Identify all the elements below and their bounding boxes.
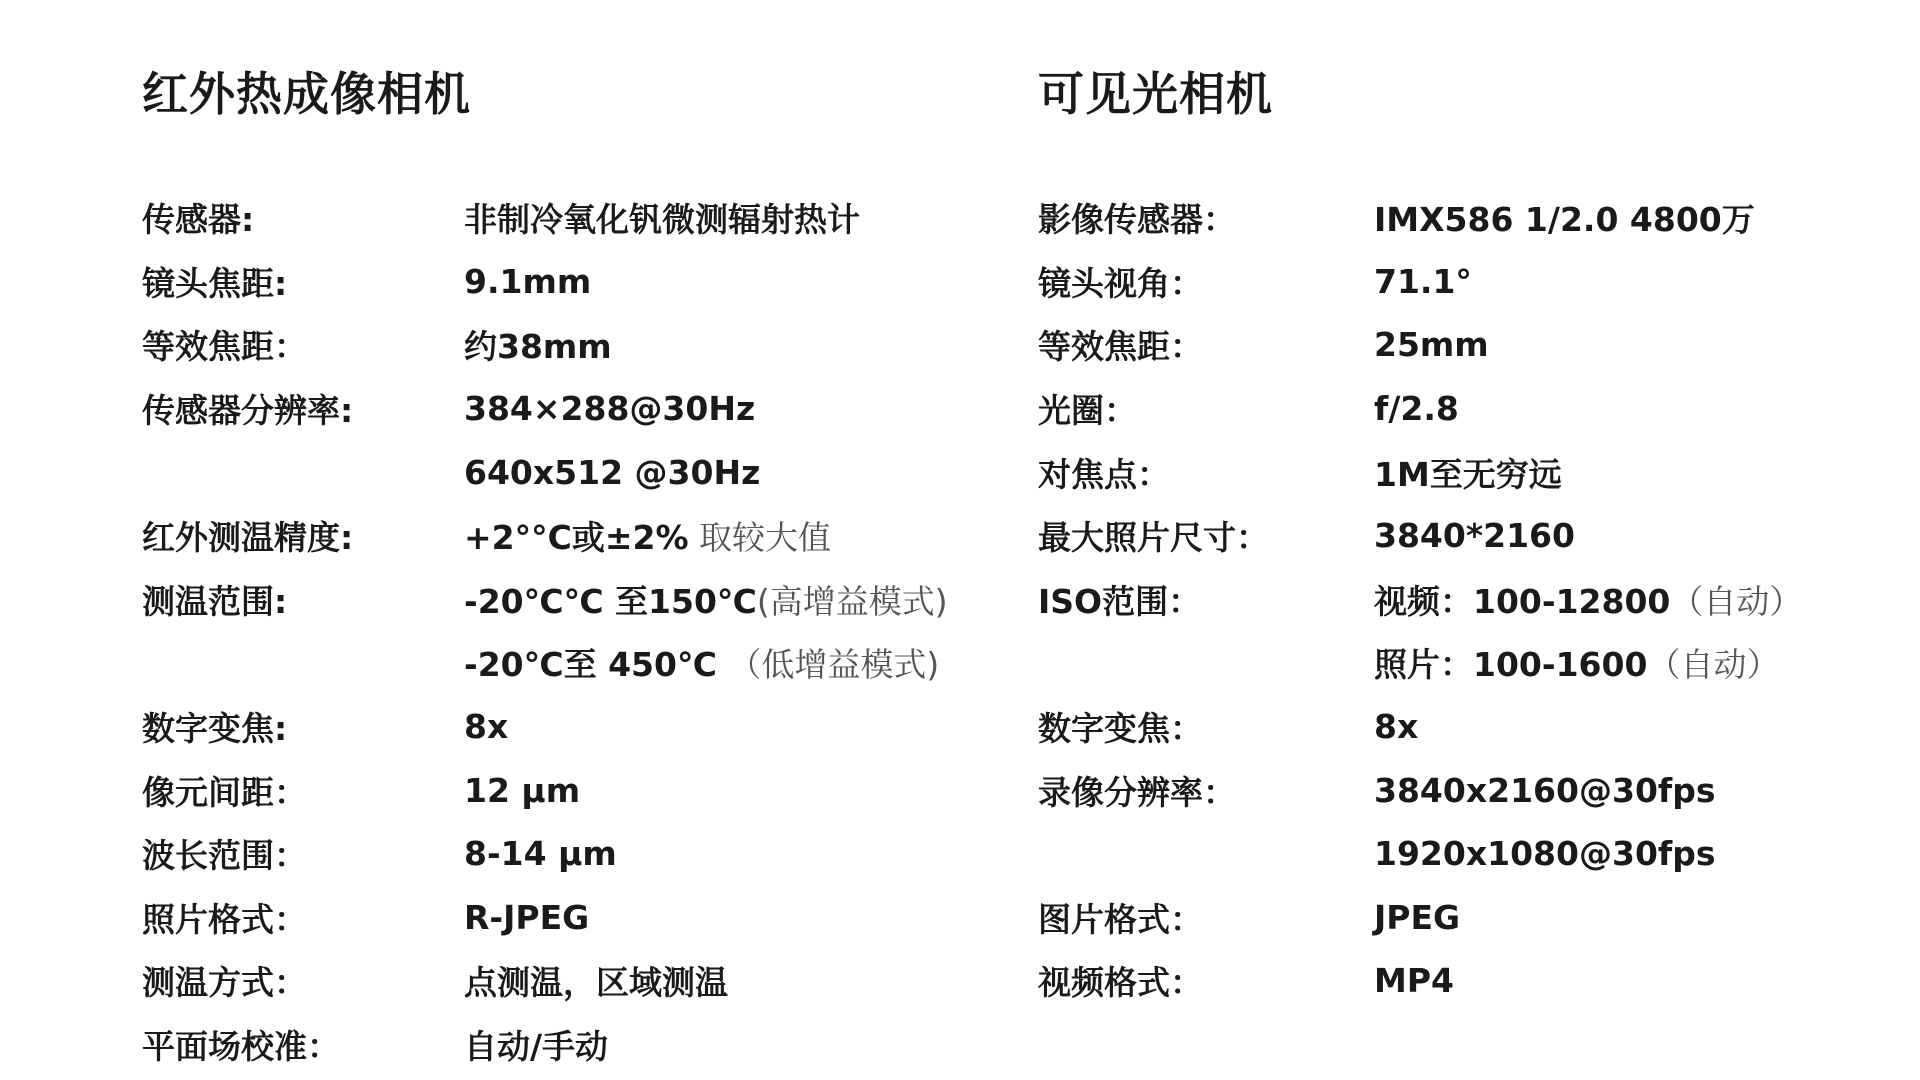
spec-value-text: 8-14 μm [464,834,617,874]
spec-row-video-resolution [1038,758,1858,822]
spec-label: 波长范围： [142,836,307,876]
spec-value-text: 8x [464,707,509,747]
spec-value [1374,325,1489,364]
spec-value-text: R-JPEG [464,897,590,937]
spec-label: 镜头焦距: [142,263,288,303]
spec-value-text: 8x [1374,707,1419,747]
spec-row-video-resolution-alt [1038,822,1858,886]
spec-label: 照片格式： [142,899,307,939]
spec-label: 测温方式： [142,963,307,1003]
spec-row-digital-zoom [142,695,962,759]
spec-value-text: 384×288@30Hz [464,389,756,429]
spec-value [1374,516,1575,555]
spec-label: 像元间距： [142,772,307,812]
spec-row-focus-range [1038,440,1858,504]
spec-row-video-format [1038,949,1858,1013]
spec-value-text: 9.1mm [464,261,592,301]
spec-value [1374,262,1472,301]
spec-label: 数字变焦: [142,709,288,749]
spec-row-temperature-range-alt [142,631,962,695]
spec-row-resolution-alt [142,440,962,504]
spec-label: 等效焦距： [142,327,307,367]
spec-value-text: 约38mm [464,327,612,367]
spec-label: 图片格式： [1038,899,1203,939]
spec-value-text: IMX586 1/2.0 4800万 [1374,200,1755,240]
spec-label: 等效焦距： [1038,327,1203,367]
spec-value-text: 3840x2160@30fps [1374,770,1716,810]
spec-value [464,771,580,810]
spec-value [464,194,860,241]
spec-value [1374,771,1716,810]
spec-note: （低增益模式) [728,645,940,685]
spec-row-focal-length [142,250,962,314]
spec-label: 红外测温精度: [142,518,354,558]
spec-value-text: 自动/手动 [464,1027,609,1067]
spec-label: 对焦点： [1038,454,1170,494]
spec-value [1374,898,1460,937]
spec-value-text: MP4 [1374,961,1454,1001]
spec-row-digital-zoom [1038,695,1858,759]
spec-value [464,389,755,428]
spec-label: 录像分辨率： [1038,772,1236,812]
spec-row-field-of-view [1038,250,1858,314]
spec-value [464,898,589,937]
spec-row-flat-field-calibration [142,1013,962,1077]
spec-value-text: -20℃至 450℃ [464,645,729,685]
spec-row-wavelength [142,822,962,886]
spec-row-temperature-accuracy [142,504,962,568]
spec-value [464,957,728,1004]
spec-row-photo-format [142,886,962,950]
spec-label: 测温范围: [142,581,288,621]
spec-value [1374,194,1755,241]
infrared-spec-list [142,186,962,1076]
spec-row-image-format [1038,886,1858,950]
spec-value [464,639,939,686]
spec-value [1374,389,1459,428]
spec-value [1374,576,1802,623]
spec-value-text: +2°°C或±2% [464,518,689,558]
spec-label: 镜头视角： [1038,263,1203,303]
spec-row-equivalent-focal-length [142,313,962,377]
spec-label: 光圈： [1038,391,1137,431]
spec-value-text: -20℃℃ 至150℃ [464,581,757,621]
spec-row-iso-range-alt [1038,631,1858,695]
spec-value-text: 点测温，区域测温 [464,963,728,1003]
spec-row-resolution [142,377,962,441]
infrared-section-title: 红外热成像相机 [142,67,471,121]
spec-value-text: 3840*2160 [1374,516,1575,556]
spec-value [464,321,612,368]
spec-value [1374,707,1418,746]
visible-camera-specs [1038,62,1858,1013]
spec-value [464,453,760,492]
spec-row-max-photo-size [1038,504,1858,568]
spec-value-text: JPEG [1374,897,1461,937]
spec-value-text: 1M至无穷远 [1374,454,1562,494]
spec-value [1374,834,1716,873]
spec-label: 传感器分辨率: [142,391,354,431]
visible-section-title: 可见光相机 [1038,67,1273,121]
spec-label: 最大照片尺寸： [1038,518,1269,558]
spec-label: 平面场校准： [142,1027,340,1067]
spec-row-pixel-pitch [142,758,962,822]
spec-label: 传感器: [142,200,255,240]
infrared-camera-specs [142,62,962,1076]
spec-note: （自动） [1670,581,1803,621]
spec-note: 取较大值 [688,518,832,558]
spec-note: （自动） [1647,645,1780,685]
spec-value-text: 照片：100-1600 [1374,645,1648,685]
spec-note: (高增益模式) [756,581,948,621]
spec-value [464,262,591,301]
spec-value [464,512,831,559]
visible-spec-list [1038,186,1858,1013]
spec-value [1374,961,1454,1000]
spec-value [1374,639,1779,686]
spec-value-text: 25mm [1374,325,1489,365]
spec-row-aperture [1038,377,1858,441]
spec-row-measurement-mode [142,949,962,1013]
spec-value [464,834,617,873]
spec-row-equivalent-focal-length [1038,313,1858,377]
spec-value-text: 1920x1080@30fps [1374,834,1716,874]
spec-label: ISO范围： [1038,581,1202,621]
spec-label: 影像传感器： [1038,200,1236,240]
spec-value-text: 12 μm [464,770,581,810]
spec-row-iso-range [1038,568,1858,632]
spec-label: 数字变焦： [1038,709,1203,749]
spec-value-text: 视频：100-12800 [1374,581,1671,621]
spec-value [464,576,948,623]
spec-value-text: f/2.8 [1374,389,1459,429]
spec-label: 视频格式： [1038,963,1203,1003]
spec-value [1374,449,1562,496]
spec-row-sensor [142,186,962,250]
spec-row-image-sensor [1038,186,1858,250]
spec-value-text: 71.1° [1374,261,1472,301]
spec-value-text: 640x512 @30Hz [464,452,761,492]
spec-value-text: 非制冷氧化钒微测辐射热计 [464,200,860,240]
spec-value [464,1021,608,1068]
spec-row-temperature-range [142,568,962,632]
spec-value [464,707,508,746]
